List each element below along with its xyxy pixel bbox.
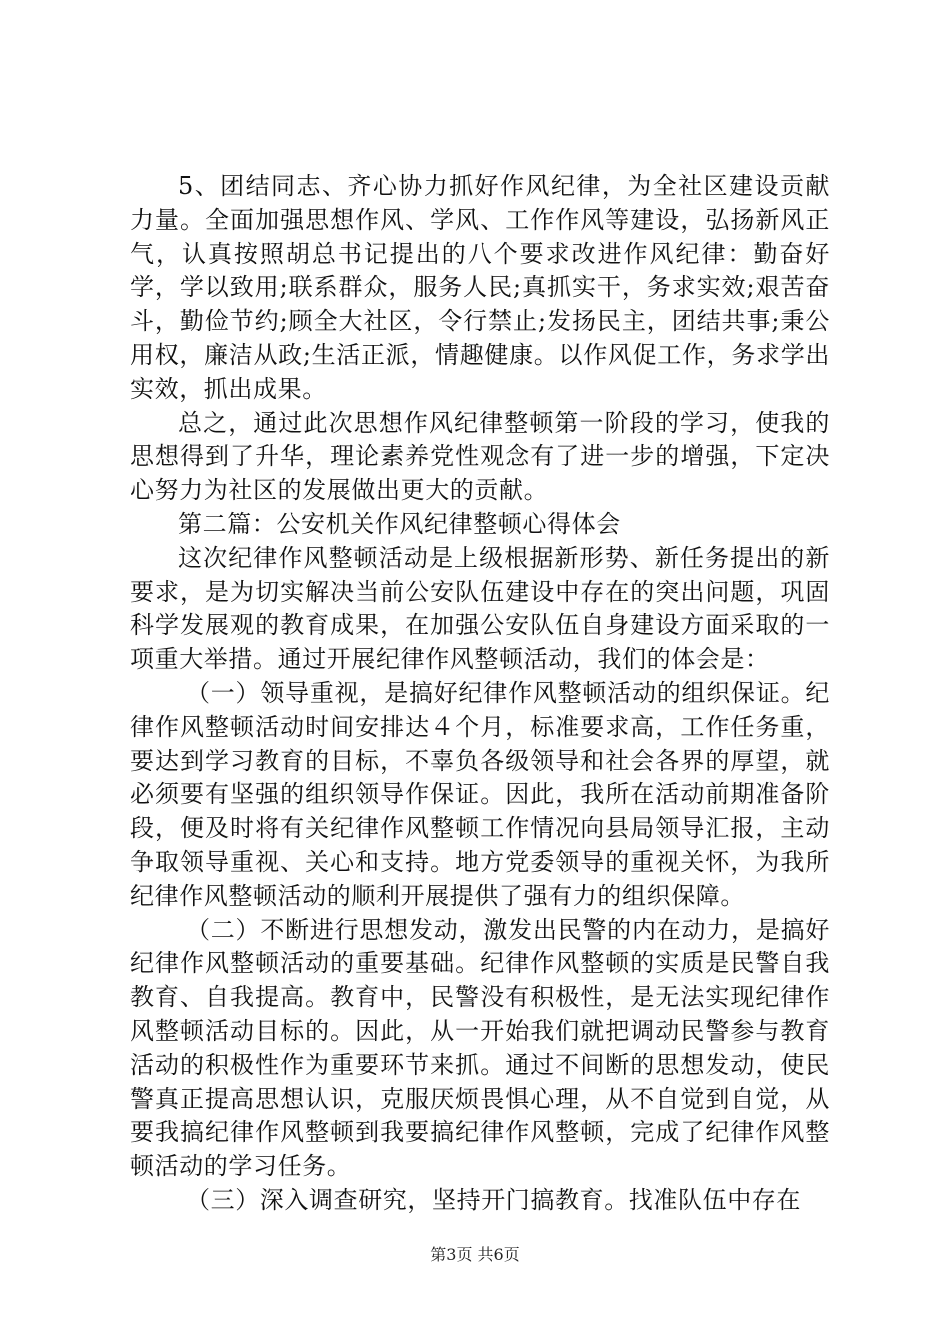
- document-body: [130, 170, 830, 1218]
- paragraph-point-1: （一）领导重视，是搞好纪律作风整顿活动的组织保证。纪律作风整顿活动时间安排达４个月，标准要求高，工作任务重，要达到学习教育的目标，不辜负各级领导和社会各界的厚望，就必须要有坚强的组织领导作保证。因此，我所在活动前期准备阶段，便及时将有关纪律作风整顿工作情况向县局领导汇报，主动争取领导重视、关心和支持。地方党委领导的重视关怀，为我所纪律作风整顿活动的顺利开展提供了强有力的组织保障。: [130, 678, 830, 910]
- paragraph-summary: 总之，通过此次思想作风纪律整顿第一阶段的学习，使我的思想得到了升华，理论素养党性观念有了进一步的增强，下定决心努力为社区的发展做出更大的贡献。: [130, 408, 830, 505]
- section-heading: 第二篇：公安机关作风纪律整顿心得体会: [178, 509, 621, 538]
- page-number-label: 第3页 共6页: [430, 1245, 520, 1264]
- paragraph-item-5: 5、团结同志、齐心协力抓好作风纪律，为全社区建设贡献力量。全面加强思想作风、学风、工作作风等建设，弘扬新风正气，认真按照胡总书记提出的八个要求改进作风纪律：勤奋好学，学以致用;联系群众，服务人民;真抓实干，务求实效;艰苦奋斗，勤俭节约;顾全大社区，令行禁止;发扬民主，团结共事;秉公用权，廉洁从政;生活正派，情趣健康。以作风促工作，务求学出实效，抓出成果。: [130, 172, 830, 403]
- paragraph-point-3: （三）深入调查研究，坚持开门搞教育。找准队伍中存在: [186, 1185, 801, 1214]
- paragraph-intro: 这次纪律作风整顿活动是上级根据新形势、新任务提出的新要求，是为切实解决当前公安队伍建设中存在的突出问题，巩固科学发展观的教育成果，在加强公安队伍自身建设方面采取的一项重大举措。通过开展纪律作风整顿活动，我们的体会是：: [130, 543, 830, 674]
- paragraph-point-2: （二）不断进行思想发动，激发出民警的内在动力，是搞好纪律作风整顿活动的重要基础。纪律作风整顿的实质是民警自我教育、自我提高。教育中，民警没有积极性，是无法实现纪律作风整顿活动目标的。因此，从一开始我们就把调动民警参与教育活动的积极性作为重要环节来抓。通过不间断的思想发动，使民警真正提高思想认识，克服厌烦畏惧心理，从不自觉到自觉，从要我搞纪律作风整顿到我要搞纪律作风整顿，完成了纪律作风整顿活动的学习任务。: [130, 915, 830, 1181]
- page-footer: [0, 1245, 950, 1265]
